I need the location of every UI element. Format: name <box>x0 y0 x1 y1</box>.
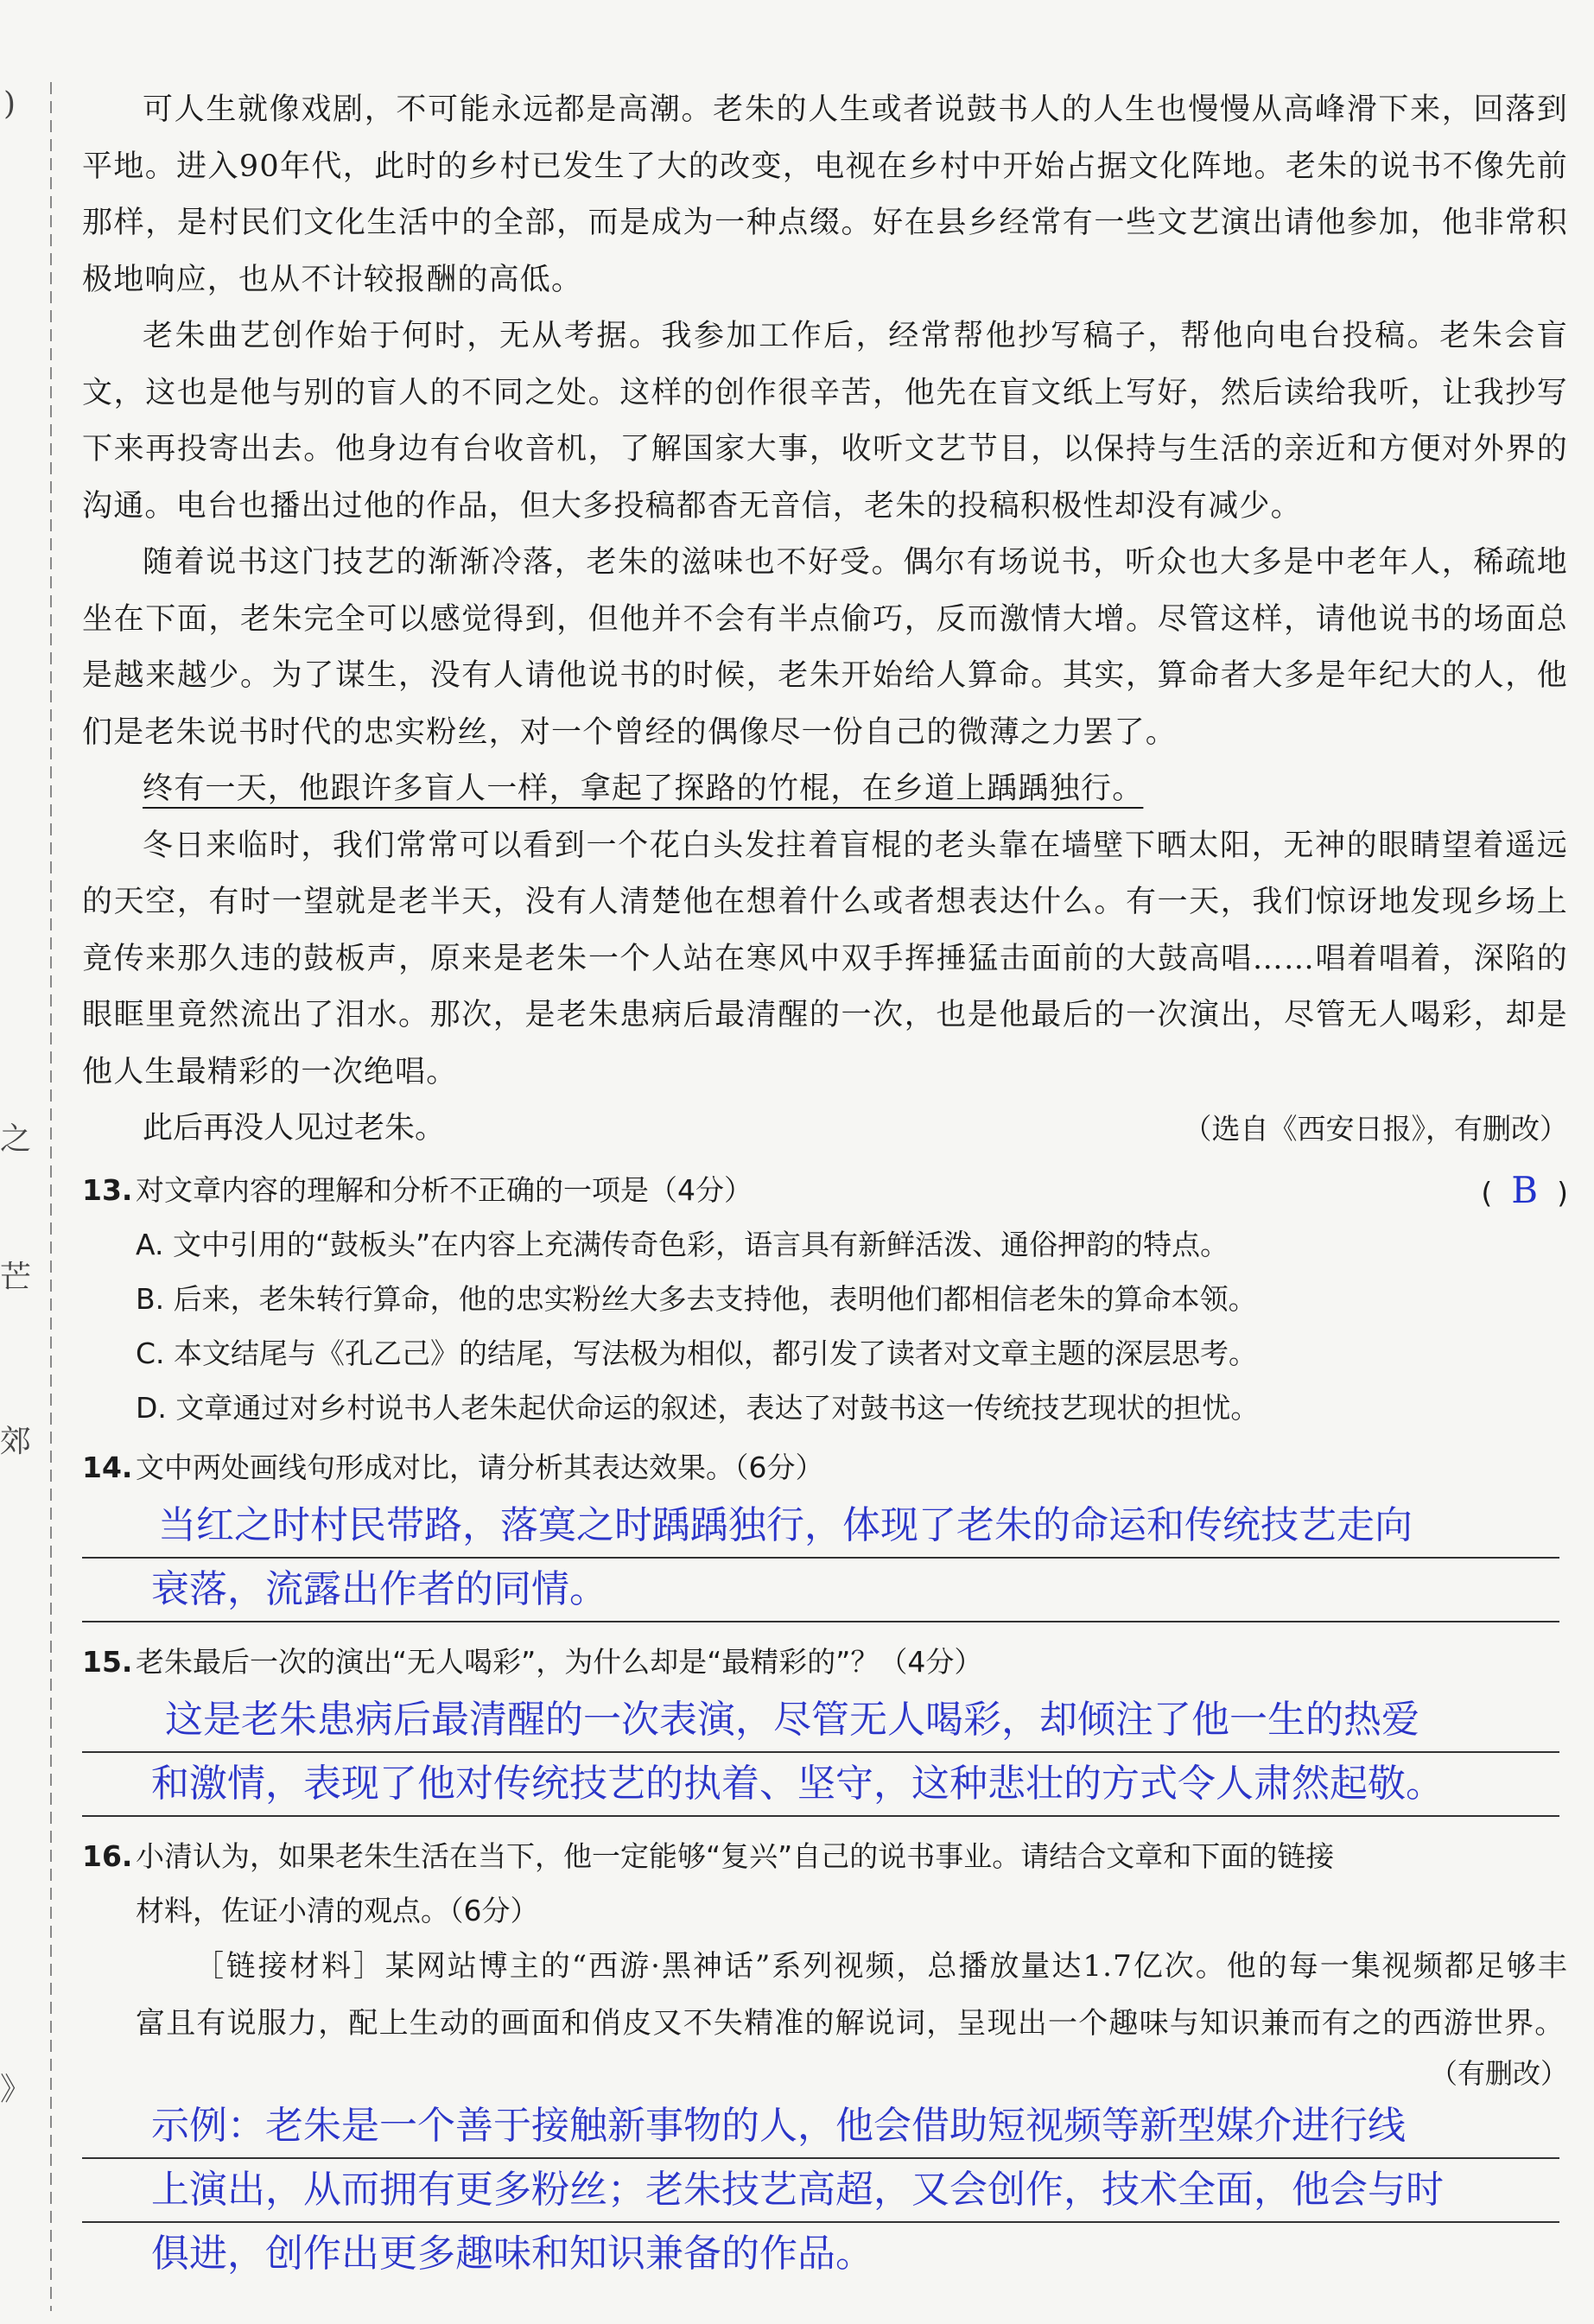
handwritten-answer-line: 这是老朱患病后最清醒的一次表演，尽管无人喝彩，却倾注了他一生的热爱 <box>82 1689 1559 1753</box>
option-d: D. 文章通过对乡村说书人老朱起伏命运的叙述，表达了对鼓书这一传统技艺现状的担忧。 <box>136 1390 1260 1425</box>
question-text: 小清认为，如果老朱生活在当下，他一定能够“复兴”自己的说书事业。请结合文章和下面的链接 <box>136 1838 1335 1873</box>
handwritten-answer-line: 和激情，表现了他对传统技艺的执着、坚守，这种悲壮的方式令人肃然起敬。 <box>82 1753 1559 1817</box>
question-15 <box>82 1635 1568 1689</box>
question-16 <box>82 1829 1568 1883</box>
question-13 <box>82 1163 1568 1217</box>
link-material-source: （有删改） <box>1429 2056 1568 2090</box>
article-paragraph: 冬日来临时，我们常常可以看到一个花白头发拄着盲棍的老头靠在墙壁下晒太阳，无神的眼睛望着遥远的天空，有时一望就是老半天，没有人清楚他在想着什么或者想表达什么。有一天，我们惊讶地发现乡场上竟传来那久违的鼓板声，原来是老朱一个人站在寒风中双手挥捶猛击面前的大鼓高唱……唱着唱着，深陷的眼眶里竟然流出了泪水。那次，是老朱患病后最清醒的一次，也是他最后的一次演出，尽管无人喝彩，却是他人生最精彩的一次绝唱。 <box>82 828 1568 1089</box>
question-number: 15. <box>82 1644 133 1679</box>
question-number: 16. <box>82 1838 133 1873</box>
margin-mark: 》 <box>0 2072 32 2107</box>
handwritten-answer-line: 俱进，创作出更多趣味和知识兼备的作品。 <box>151 2231 873 2276</box>
question-text: 对文章内容的理解和分析不正确的一项是（4分） <box>136 1172 753 1207</box>
handwritten-answer-line: 当红之时村民带路，落寞之时踽踽独行，体现了老朱的命运和传统技艺走向 <box>82 1495 1559 1559</box>
handwritten-answer-line: 衰落，流露出作者的同情。 <box>82 1559 1559 1622</box>
article-paragraph: 随着说书这门技艺的渐渐冷落，老朱的滋味也不好受。偶尔有场说书，听众也大多是中老年人，稀疏地坐在下面，老朱完全可以感觉得到，但他并不会有半点偷巧，反而激情大增。尽管这样，请他说书的场面总是越来越少。为了谋生，没有人请他说书的时候，老朱开始给人算命。其实，算命者大多是年纪大的人，他们是老朱说书时代的忠实粉丝，对一个曾经的偶像尽一份自己的微薄之力罢了。 <box>82 545 1568 750</box>
link-material <box>82 1938 1568 2052</box>
binding-line <box>50 82 52 2311</box>
article-paragraph-underlined <box>82 761 1568 818</box>
article-paragraph: 老朱曲艺创作始于何时，无从考据。我参加工作后，经常帮他抄写稿子，帮他向电台投稿。老朱会盲文，这也是他与别的盲人的不同之处。这样的创作很辛苦，他先在盲文纸上写好，然后读给我听，让我抄写下来再投寄出去。他身边有台收音机，了解国家大事，收听文艺节目，以保持与生活的亲近和方便对外界的沟通。电台也播出过他的作品，但大多投稿都杳无音信，老朱的投稿积极性却没有减少。 <box>82 319 1568 524</box>
margin-mark: 之 <box>0 1121 32 1157</box>
link-material-text: 某网站博主的“西游·黑神话”系列视频，总播放量达1.7亿次。他的每一集视频都足够丰富且有说服力，配上生动的画面和俏皮又不失精准的解说词，呈现出一个趣味与知识兼而有之的西游世界。 <box>136 1948 1568 2041</box>
question-number: 13. <box>82 1172 133 1207</box>
question-text-continued: 材料，佐证小清的观点。（6分） <box>136 1893 539 1927</box>
article-paragraph: 可人生就像戏剧，不可能永远都是高潮。老朱的人生或者说鼓书人的人生也慢慢从高峰滑下来，回落到平地。进入90年代，此时的乡村已发生了大的改变，电视在乡村中开始占据文化阵地。老朱的说书不像先前那样，是村民们文化生活中的全部，而是成为一种点缀。好在县乡经常有一些文艺演出请他参加，他非常积极地响应，也从不计较报酬的高低。 <box>82 92 1568 297</box>
article-ending-row <box>82 1101 1568 1158</box>
article-last-line: 此后再没人见过老朱。 <box>143 1111 446 1146</box>
link-material-tag: ［链接材料］ <box>194 1948 385 1984</box>
option-c: C. 本文结尾与《孔乙己》的结尾，写法极为相似，都引发了读者对文章主题的深层思考。 <box>136 1336 1258 1370</box>
underlined-sentence: 终有一天，他跟许多盲人一样，拿起了探路的竹棍，在乡道上踽踽独行。 <box>143 771 1144 806</box>
answer-bracket: ( B ) <box>1481 1168 1568 1211</box>
margin-mark: 芒 <box>0 1260 32 1295</box>
article-source: （选自《西安日报》，有删改） <box>1183 1112 1568 1146</box>
margin-mark: ) <box>3 86 16 122</box>
question-text: 文中两处画线句形成对比，请分析其表达效果。（6分） <box>136 1450 824 1484</box>
margin-mark: 郊 <box>0 1424 32 1459</box>
option-a: A. 文中引用的“鼓板头”在内容上充满传奇色彩，语言具有新鲜活泼、通俗押韵的特点。 <box>136 1227 1229 1261</box>
handwritten-answer-line: 示例：老朱是一个善于接触新事物的人，他会借助短视频等新型媒介进行线 <box>82 2095 1559 2159</box>
handwritten-answer-line: 上演出，从而拥有更多粉丝；老朱技艺高超，又会创作，技术全面，他会与时 <box>82 2159 1559 2223</box>
question-text: 老朱最后一次的演出“无人喝彩”，为什么却是“最精彩的”？（4分） <box>136 1644 983 1679</box>
question-14 <box>82 1440 1568 1495</box>
option-b: B. 后来，老朱转行算命，他的忠实粉丝大多去支持他，表明他们都相信老朱的算命本领。 <box>136 1281 1257 1316</box>
content <box>82 82 1568 2285</box>
question-number: 14. <box>82 1450 133 1484</box>
handwritten-answer: B <box>1511 1168 1539 1211</box>
